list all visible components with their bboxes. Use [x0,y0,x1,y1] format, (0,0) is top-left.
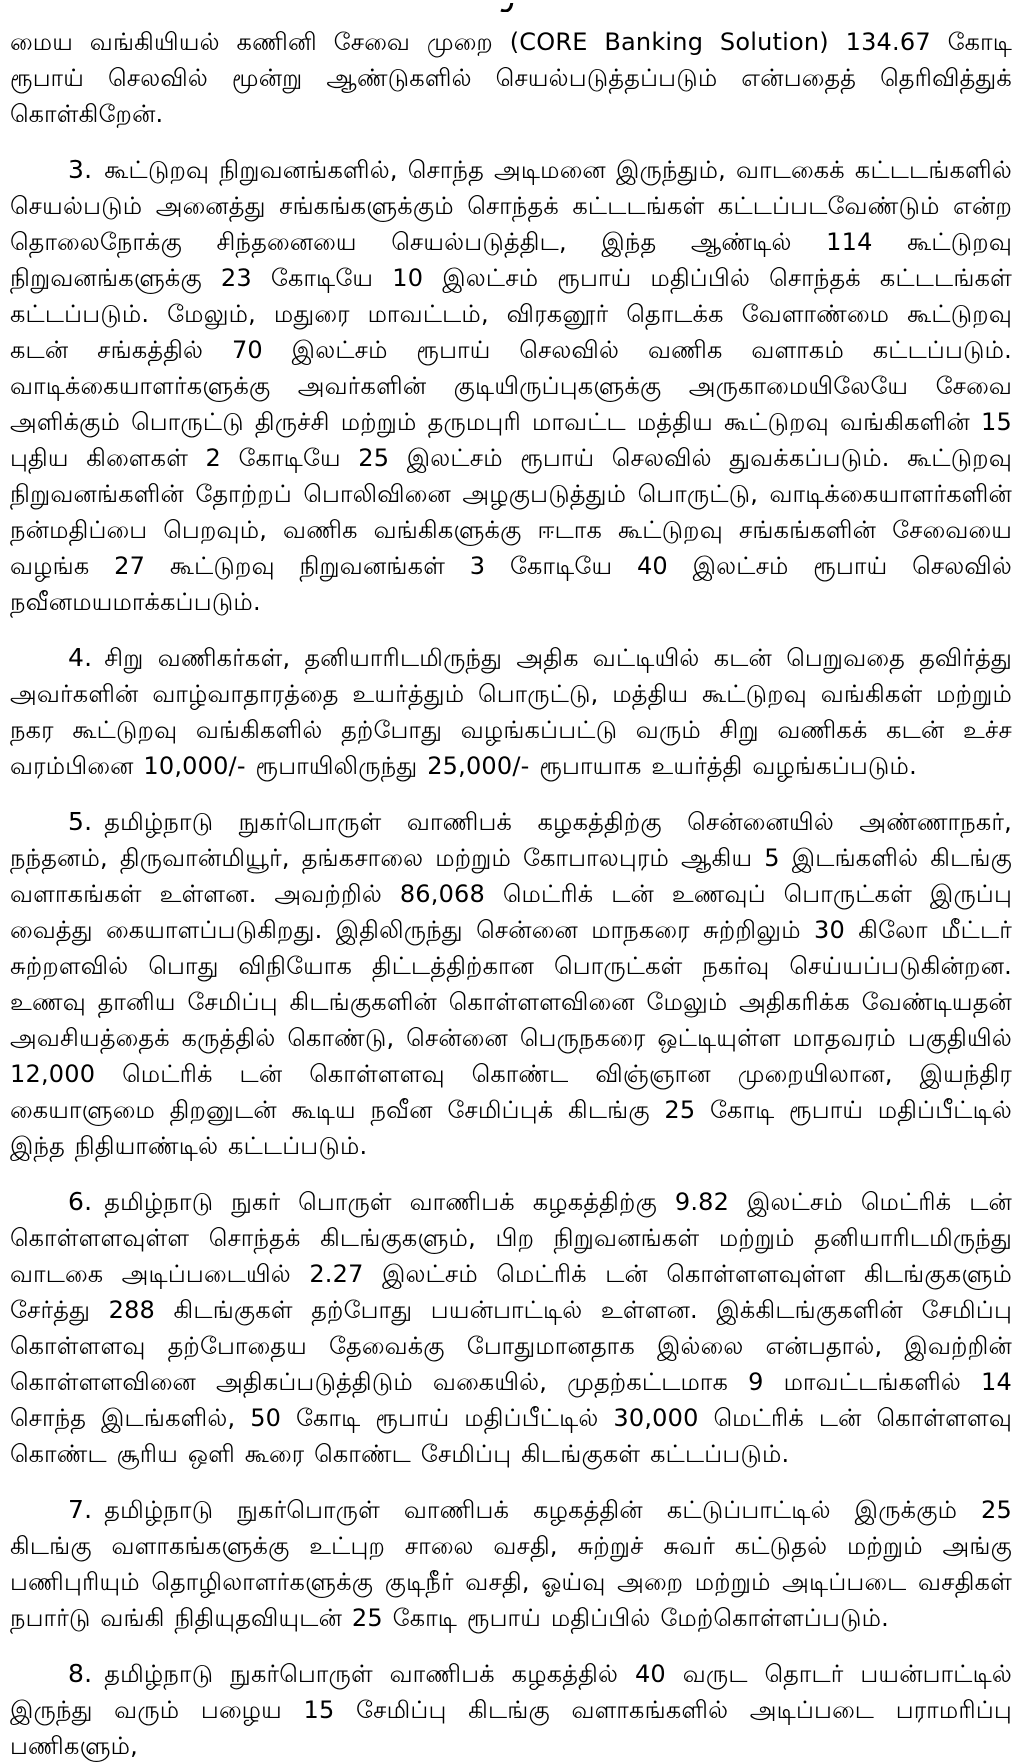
paragraph-number: 6. [68,1187,93,1216]
paragraph-number: 7. [68,1495,93,1524]
paragraph [10,1492,1012,1636]
cropped-glyph-fragment [498,0,522,12]
paragraph-number: 4. [68,643,93,672]
paragraph-number: 5. [68,807,93,836]
paragraph [10,640,1012,784]
paragraph-text: தமிழ்நாடு நுகர் பொருள் வாணிபக் கழகத்திற்கு 9.82 இலட்சம் மெட்ரிக் டன் கொள்ளளவுள்ள சொந்தக் கிடங்குகளும், பிற நிறுவனங்கள் மற்றும் தனியாரிடமிருந்து வாடகை அடிப்படையில் 2.27 இலட்சம் மெட்ரிக் டன் கொள்ளளவுள்ள கிடங்குகளும் சேர்த்து 288 கிடங்குகள் தற்போது பயன்பாட்டில் உள்ளன. இக்கிடங்குகளின் சேமிப்பு கொள்ளளவு தற்போதைய தேவைக்கு போதுமானதாக இல்லை என்பதால், இவற்றின் கொள்ளளவினை அதிகப்படுத்திடும் வகையில், முதற்கட்டமாக 9 மாவட்டங்களில் 14 சொந்த இடங்களில், 50 கோடி ரூபாய் மதிப்பீட்டில் 30,000 மெட்ரிக் டன் கொள்ளளவு கொண்ட சூரிய ஒளி கூரை கொண்ட சேமிப்பு கிடங்குகள் கட்டப்படும். [10,1188,1012,1468]
paragraph-text: தமிழ்நாடு நுகர்பொருள் வாணிபக் கழகத்திற்கு சென்னையில் அண்ணாநகர், நந்தனம், திருவான்மியூர், தங்கசாலை மற்றும் கோபாலபுரம் ஆகிய 5 இடங்களில் கிடங்கு வளாகங்கள் உள்ளன. அவற்றில் 86,068 மெட்ரிக் டன் உணவுப் பொருட்கள் இருப்பு வைத்து கையாளப்படுகிறது. இதிலிருந்து சென்னை மாநகரை சுற்றிலும் 30 கிலோ மீட்டர் சுற்றளவில் பொது விநியோக திட்டத்திற்கான பொருட்கள் நகர்வு செய்யப்படுகின்றன. உணவு தானிய சேமிப்பு கிடங்குகளின் கொள்ளளவினை மேலும் அதிகரிக்க வேண்டியதன் அவசியத்தைக் கருத்தில் கொண்டு, சென்னை பெருநகரை ஒட்டியுள்ள மாதவரம் பகுதியில் 12,000 மெட்ரிக் டன் கொள்ளளவு கொண்ட விஞ்ஞான முறையிலான, இயந்திர கையாளுமை திறனுடன் கூடிய நவீன சேமிப்புக் கிடங்கு 25 கோடி ரூபாய் மதிப்பீட்டில் இந்த நிதியாண்டில் கட்டப்படும். [10,808,1012,1160]
paragraph-number: 3. [68,155,93,184]
paragraph-text: கூட்டுறவு நிறுவனங்களில், சொந்த அடிமனை இருந்தும், வாடகைக் கட்டடங்களில் செயல்படும் அனைத்து சங்கங்களுக்கும் சொந்தக் கட்டடங்கள் கட்டப்படவேண்டும் என்ற தொலைநோக்கு சிந்தனையை செயல்படுத்திட, இந்த ஆண்டில் 114 கூட்டுறவு நிறுவனங்களுக்கு 23 கோடியே 10 இலட்சம் ரூபாய் மதிப்பில் சொந்தக் கட்டடங்கள் கட்டப்படும். மேலும், மதுரை மாவட்டம், விரகனூர் தொடக்க வேளாண்மை கூட்டுறவு கடன் சங்கத்தில் 70 இலட்சம் ரூபாய் செலவில் வணிக வளாகம் கட்டப்படும். வாடிக்கையாளர்களுக்கு அவர்களின் குடியிருப்புகளுக்கு அருகாமையிலேயே சேவை அளிக்கும் பொருட்டு திருச்சி மற்றும் தருமபுரி மாவட்ட மத்திய கூட்டுறவு வங்கிகளின் 15 புதிய கிளைகள் 2 கோடியே 25 இலட்சம் ரூபாய் செலவில் துவக்கப்படும். கூட்டுறவு நிறுவனங்களின் தோற்றப் பொலிவினை அழகுபடுத்தும் பொருட்டு, வாடிக்கையாளர்களின் நன்மதிப்பை பெறவும், வணிக வங்கிகளுக்கு ஈடாக கூட்டுறவு சங்கங்களின் சேவையை வழங்க 27 கூட்டுறவு நிறுவனங்கள் 3 கோடியே 40 இலட்சம் ரூபாய் செலவில் நவீனமயமாக்கப்படும். [10,156,1012,616]
paragraph-number: 8. [68,1659,93,1688]
paragraph [10,1656,1012,1764]
paragraph [10,1184,1012,1472]
paragraph-text: தமிழ்நாடு நுகர்பொருள் வாணிபக் கழகத்தில் 40 வருட தொடர் பயன்பாட்டில் இருந்து வரும் பழைய 15 சேமிப்பு கிடங்கு வளாகங்களில் அடிப்படை பராமரிப்பு பணிகளும், [10,1660,1012,1760]
paragraph [10,804,1012,1164]
paragraph-text: மைய வங்கியியல் கணினி சேவை முறை (CORE Banking Solution) 134.67 கோடி ரூபாய் செலவில் மூன்று ஆண்டுகளில் செயல்படுத்தப்படும் என்பதைத் தெரிவித்துக் கொள்கிறேன். [10,28,1012,128]
paragraph [10,24,1012,132]
paragraph-text: சிறு வணிகர்கள், தனியாரிடமிருந்து அதிக வட்டியில் கடன் பெறுவதை தவிர்த்து அவர்களின் வாழ்வாதாரத்தை உயர்த்தும் பொருட்டு, மத்திய கூட்டுறவு வங்கிகள் மற்றும் நகர கூட்டுறவு வங்கிகளில் தற்போது வழங்கப்பட்டு வரும் சிறு வணிகக் கடன் உச்ச வரம்பினை 10,000/- ரூபாயிலிருந்து 25,000/- ரூபாயாக உயர்த்தி வழங்கப்படும். [10,644,1012,780]
paragraph-text: தமிழ்நாடு நுகர்பொருள் வாணிபக் கழகத்தின் கட்டுப்பாட்டில் இருக்கும் 25 கிடங்கு வளாகங்களுக்கு உட்புற சாலை வசதி, சுற்றுச் சுவர் கட்டுதல் மற்றும் அங்கு பணிபுரியும் தொழிலாளர்களுக்கு குடிநீர் வசதி, ஓய்வு அறை மற்றும் அடிப்படை வசதிகள் நபார்டு வங்கி நிதியுதவியுடன் 25 கோடி ரூபாய் மதிப்பில் மேற்கொள்ளப்படும். [10,1496,1012,1632]
paragraph [10,152,1012,620]
